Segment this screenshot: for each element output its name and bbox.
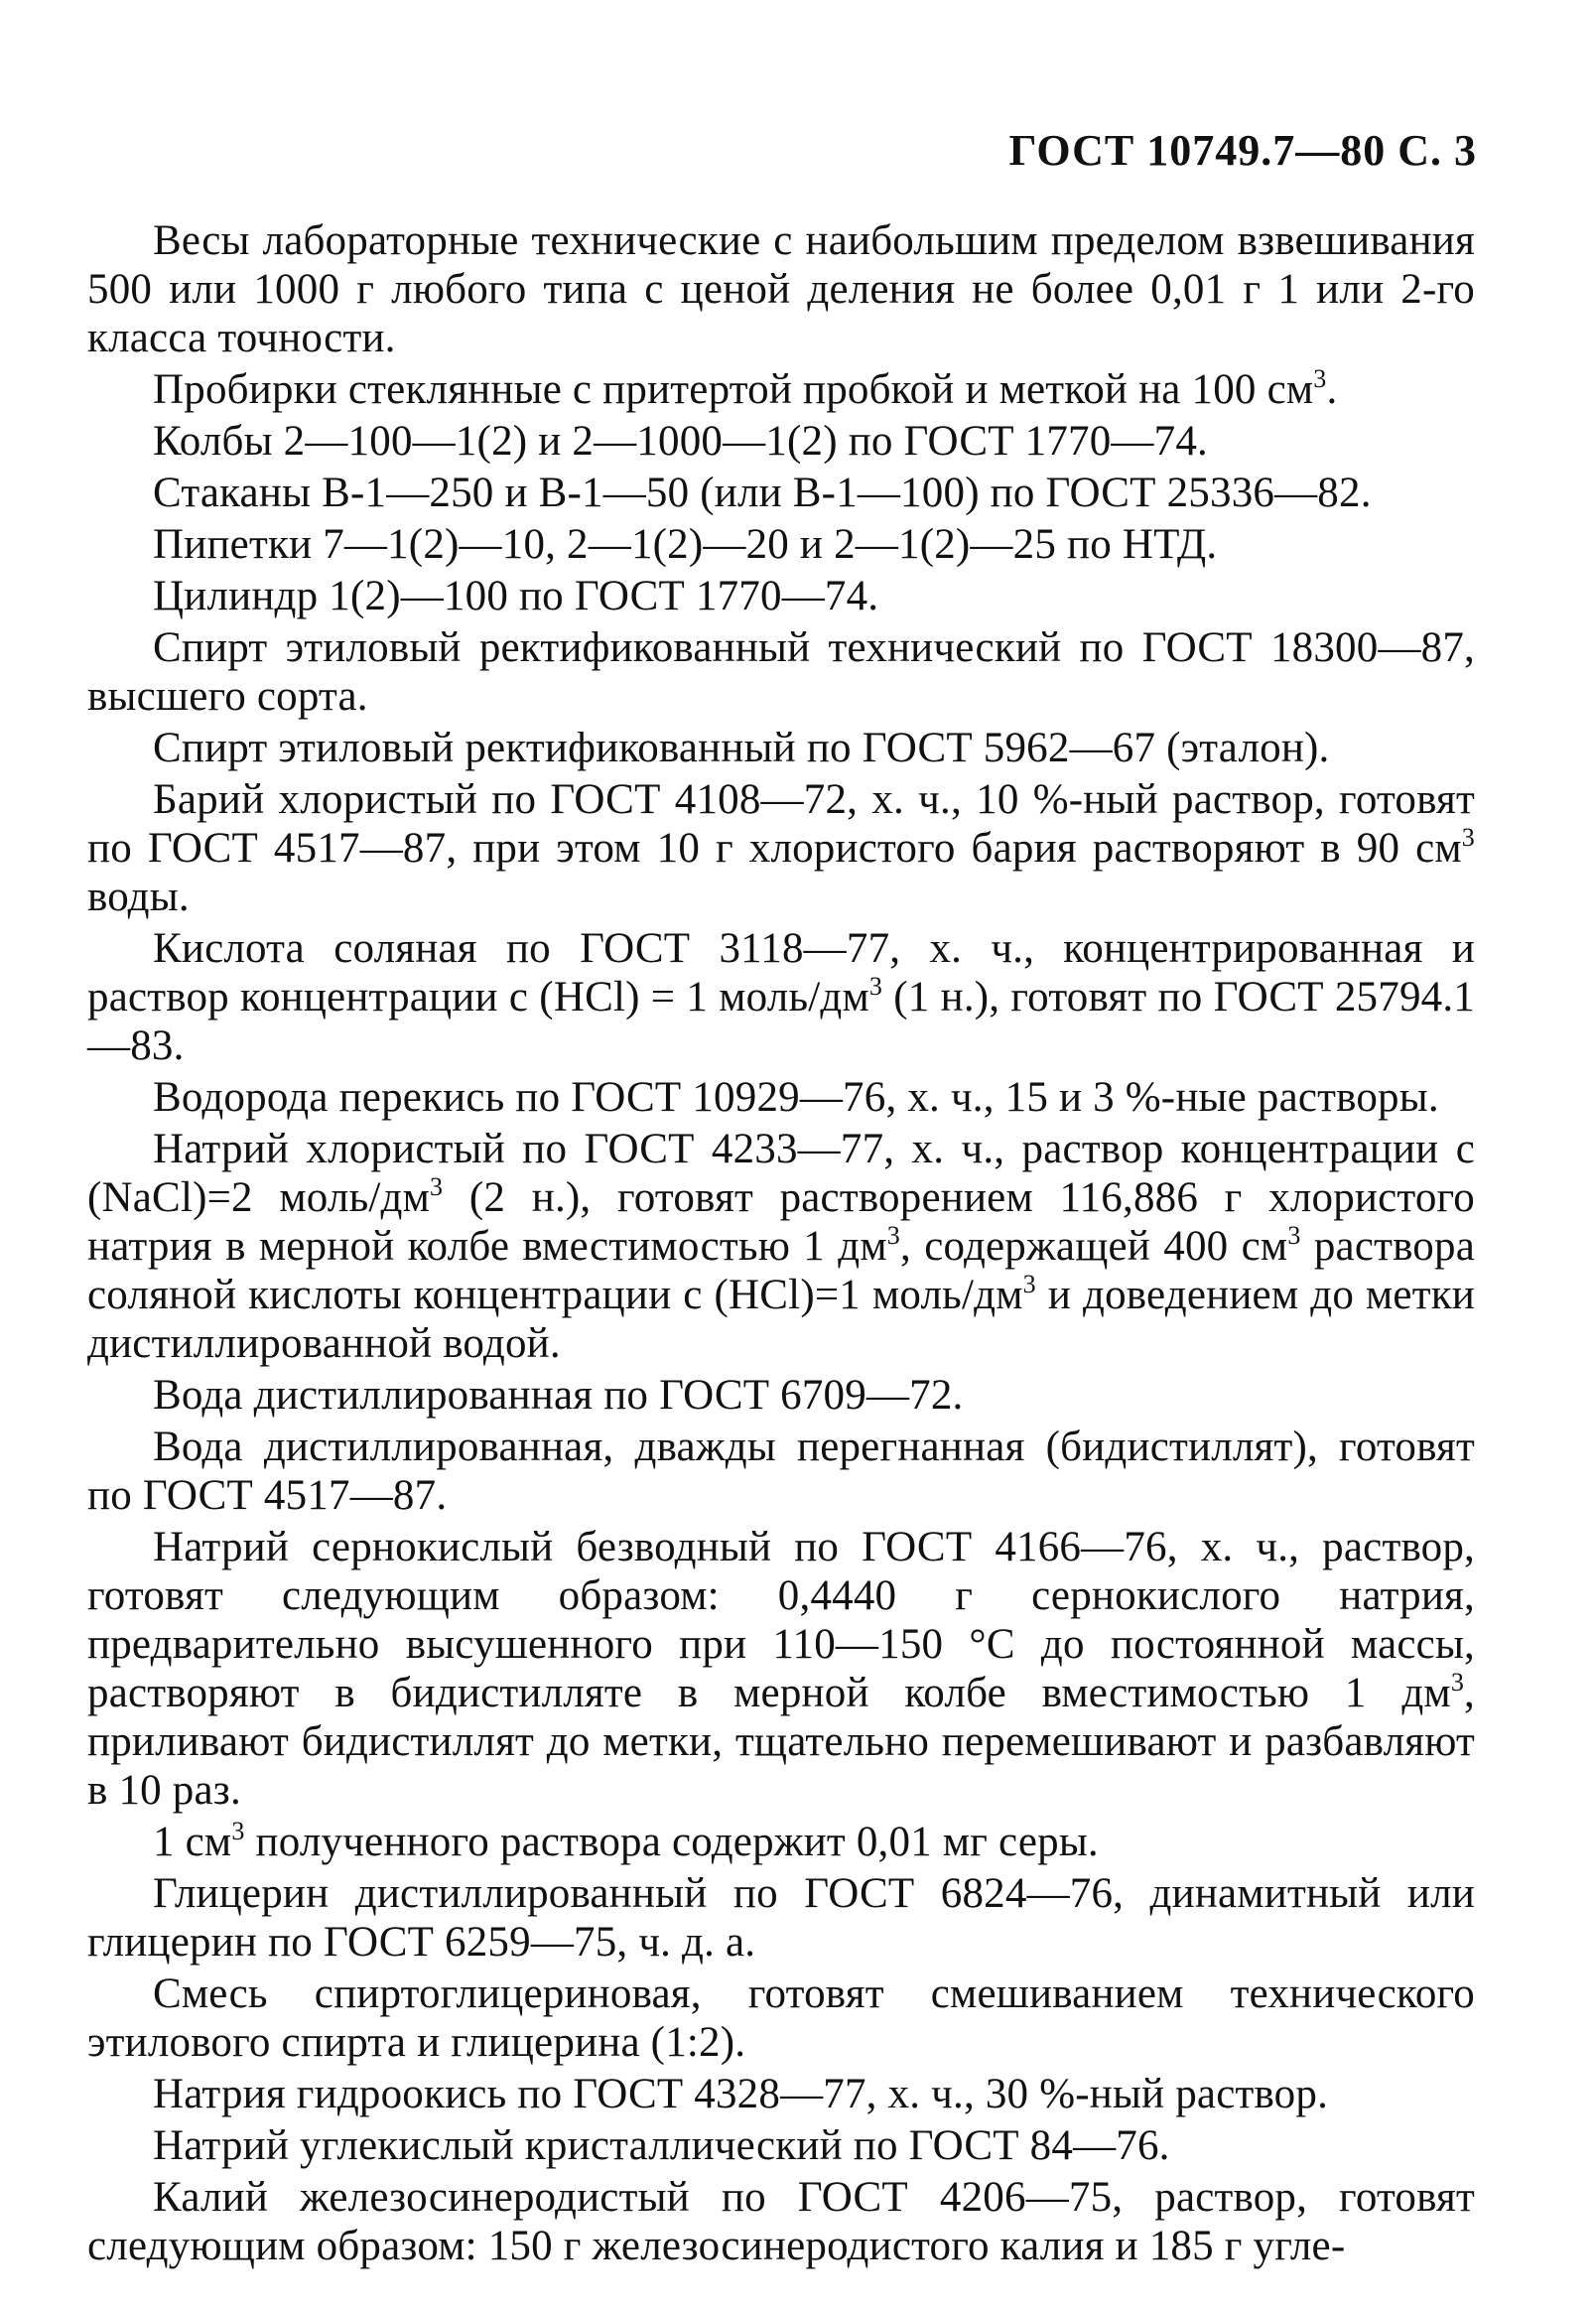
- paragraph-distilled-water: Вода дистиллированная по ГОСТ 6709—72.: [153, 1372, 964, 1419]
- paragraph-sodium-sulfate: Натрий сернокислый безводный по ГОСТ 4166—76, х. ч., раствор, готовят следующим образом: 0,4440 г сернокислого натрия, предварительно высушенного при 110—150 °С до постоянной массы, растворяют в бидистилляте в мерной колбе вместимостью 1 $дм^3$, приливают бидистиллят до метки, тщательно перемешивают и разбавляют в 10 раз.: [87, 1524, 1475, 1814]
- document-body: [87, 216, 1475, 2270]
- paragraph-sodium-hydroxide: Натрия гидроокись по ГОСТ 4328—77, х. ч., 30 %-ный раствор.: [153, 2071, 1329, 2117]
- paragraph-beakers: Стаканы В-1—250 и В-1—50 (или В-1—100) по ГОСТ 25336—82.: [153, 470, 1372, 516]
- paragraph-bidistillate: Вода дистиллированная, дважды перегнанная (бидистиллят), готовят по ГОСТ 4517—87.: [87, 1424, 1475, 1519]
- page-header: ГОСТ 10749.7—80 С. 3: [1008, 126, 1477, 175]
- paragraph-scales: Весы лабораторные технические с наибольшим пределом взвешивания 500 или 1000 г любого типа с ценой деления не более 0,01 г 1 или 2-го класса точности.: [87, 217, 1475, 361]
- paragraph-ethyl-technical: Спирт этиловый ректификованный технический по ГОСТ 18300—87, высшего сорта.: [87, 624, 1475, 720]
- paragraph-potassium-ferrocyanide: Калий железосинеродистый по ГОСТ 4206—75, раствор, готовят следующим образом: 150 г железосинеродистого калия и 185 г угле-: [87, 2174, 1475, 2269]
- paragraph-alcohol-glycerin-mix: Смесь спиртоглицериновая, готовят смешиванием технического этилового спирта и глицерина (1:2).: [87, 1970, 1475, 2066]
- paragraph-hydrogen-peroxide: Водорода перекись по ГОСТ 10929—76, х. ч., 15 и 3 %-ные растворы.: [153, 1074, 1439, 1121]
- paragraph-cylinder: Цилиндр 1(2)—100 по ГОСТ 1770—74.: [153, 573, 879, 619]
- paragraph-barium-chloride: Барий хлористый по ГОСТ 4108—72, х. ч., 10 %-ный раствор, готовят по ГОСТ 4517—87, при этом 10 г хлористого бария растворяют в 90 $см^3$ воды.: [87, 776, 1475, 920]
- paragraph-sulfur-content: 1 $см^3$ полученного раствора содержит 0,01 мг серы.: [153, 1817, 1099, 1865]
- paragraph-hydrochloric-acid: Кислота соляная по ГОСТ 3118—77, х. ч., концентрированная и раствор концентрации с (HCl) = 1 моль/$дм^3$ (1 н.), готовят по ГОСТ 25794.1—83.: [87, 925, 1475, 1069]
- paragraph-ethyl-standard: Спирт этиловый ректификованный по ГОСТ 5962—67 (эталон).: [153, 725, 1330, 771]
- paragraph-pipettes: Пипетки 7—1(2)—10, 2—1(2)—20 и 2—1(2)—25 по НТД.: [153, 521, 1218, 568]
- paragraph-sodium-carbonate: Натрий углекислый кристаллический по ГОСТ 84—76.: [153, 2122, 1170, 2169]
- paragraph-glycerin: Глицерин дистиллированный по ГОСТ 6824—76, динамитный или глицерин по ГОСТ 6259—75, ч. д. а.: [87, 1870, 1475, 1966]
- paragraph-sodium-chloride: Натрий хлористый по ГОСТ 4233—77, х. ч., раствор концентрации с (NaCl)=2 моль/$дм^3$ (2 н.), готовят растворением 116,886 г хлористого натрия в мерной колбе вместимостью 1 $дм^3$, содержащей 400 $см^3$ раствора соляной кислоты концентрации с (HCl)=1 моль/$дм^3$ и доведением до метки дистиллированной водой.: [87, 1126, 1475, 1367]
- paragraph-test-tubes: Пробирки стеклянные с притертой пробкой и меткой на 100 $см^3$.: [153, 364, 1338, 413]
- paragraph-flasks: Колбы 2—100—1(2) и 2—1000—1(2) по ГОСТ 1770—74.: [153, 418, 1208, 465]
